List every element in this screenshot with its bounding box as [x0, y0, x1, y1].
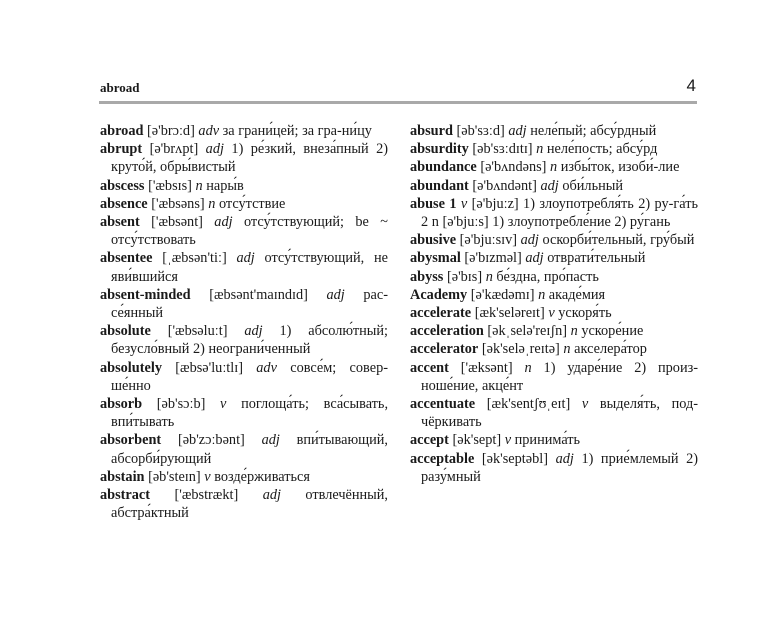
part-of-speech: n: [538, 286, 546, 303]
headword: abuse 1: [410, 195, 457, 212]
part-of-speech: v: [460, 195, 468, 212]
definition: отсу́тствие: [218, 195, 286, 212]
transcription: [ək'seləˌreɪtə]: [481, 341, 560, 358]
definition: 1) прие́млемый 2) разу́мный: [421, 450, 699, 485]
definition: отсу́тствующий; be ~ отсу́тствовать: [111, 214, 388, 249]
part-of-speech: n: [208, 195, 216, 212]
headword: absurdity: [410, 141, 469, 158]
part-of-speech: n: [536, 141, 544, 158]
dictionary-entry: [100, 140, 388, 176]
part-of-speech: adj: [236, 250, 255, 267]
dictionary-entry: [100, 468, 388, 486]
definition: отвлечённый, абстра́ктный: [111, 487, 388, 522]
transcription: [ə'brʌpt]: [149, 141, 199, 158]
definition: акаде́мия: [548, 286, 606, 303]
dictionary-entry: [100, 431, 388, 467]
part-of-speech: v: [220, 396, 227, 413]
definition: неле́пость; абсу́рд: [546, 141, 658, 158]
part-of-speech: n: [550, 159, 558, 176]
headword: abusive: [410, 232, 457, 249]
transcription: [əb'sɜːd]: [456, 123, 505, 139]
headword: absent: [100, 214, 140, 231]
part-of-speech: adv: [198, 123, 220, 139]
part-of-speech: adv: [256, 359, 277, 376]
headword: absurd: [410, 123, 453, 139]
headword: abroad: [100, 123, 144, 139]
headword: accentuate: [410, 396, 476, 413]
headword: absent-minded: [100, 286, 191, 303]
dictionary-entry: [410, 177, 698, 195]
part-of-speech: adj: [214, 214, 233, 231]
headword: absence: [100, 195, 148, 212]
dictionary-entry: [100, 122, 388, 140]
transcription: [æk'sentʃʊˌeɪt]: [486, 396, 571, 413]
part-of-speech: v: [548, 305, 555, 322]
headword: abstain: [100, 468, 145, 485]
transcription: [æbsə'luːtlɪ]: [175, 359, 243, 376]
right-column: [410, 122, 698, 486]
definition: [ə'bjuːz] 1) злоупотребля́ть 2) ру-га́ть 2 n [ə'bjuːs] 1) злоупотребле́ние 2) ру́гань: [421, 195, 698, 231]
transcription: [ə'bɪzməl]: [464, 250, 522, 267]
part-of-speech: adj: [326, 286, 345, 303]
headword: absentee: [100, 250, 153, 267]
definition: возде́рживаться: [214, 468, 310, 485]
headword: abyss: [410, 268, 444, 285]
transcription: [əb'sɜːdɪtɪ]: [472, 141, 533, 158]
headword: abundance: [410, 159, 477, 176]
dictionary-entry: [410, 304, 698, 322]
transcription: [ˌæbsən'tiː]: [162, 250, 227, 267]
headword: accelerator: [410, 341, 479, 358]
definition: поглоща́ть; вса́сывать, впи́тывать: [111, 396, 389, 431]
dictionary-entry: [410, 195, 698, 231]
headword: acceptable: [410, 450, 475, 467]
dictionary-entry: [100, 486, 388, 522]
headword: acceleration: [410, 323, 484, 340]
headword: abysmal: [410, 250, 461, 267]
definition: выделя́ть, под-чёркивать: [421, 396, 699, 431]
dictionary-entry: [410, 431, 698, 449]
dictionary-entry: [410, 450, 698, 486]
headword: absolutely: [100, 359, 162, 376]
transcription: ['æksənt]: [460, 359, 513, 376]
headword: Academy: [410, 286, 468, 303]
part-of-speech: adj: [244, 323, 263, 340]
transcription: [ək'septəbl]: [481, 450, 548, 467]
headword: abstract: [100, 487, 151, 504]
transcription: ['æbsəns]: [151, 195, 205, 212]
headword: abrupt: [100, 141, 143, 158]
headword: accelerate: [410, 305, 472, 322]
dictionary-entry: [410, 268, 698, 286]
transcription: [ək'sept]: [452, 432, 502, 449]
running-head: abroad: [100, 80, 140, 95]
dictionary-entry: [410, 140, 698, 158]
part-of-speech: n: [563, 341, 571, 358]
definition: нары́в: [206, 177, 244, 194]
dictionary-entry: [410, 359, 698, 395]
definition: впи́тывающий, абсорби́рующий: [111, 432, 389, 467]
transcription: [əb'steɪn]: [148, 468, 201, 485]
definition: отсу́тствующий, не яви́вшийся: [111, 250, 388, 285]
definition: принима́ть: [514, 432, 581, 449]
headword: absorb: [100, 396, 143, 413]
dictionary-entry: [100, 395, 388, 431]
dictionary-entry: [410, 231, 698, 249]
part-of-speech: n: [570, 323, 578, 340]
part-of-speech: adj: [508, 123, 527, 139]
headword: absorbent: [100, 432, 162, 449]
transcription: ['æbsɪs]: [148, 177, 192, 194]
page-number: 4: [686, 76, 696, 95]
headword: abundant: [410, 177, 469, 194]
dictionary-entry: [100, 286, 388, 322]
definition: ускоря́ть: [558, 305, 612, 322]
transcription: ['æbstrækt]: [174, 487, 239, 504]
dictionary-entry: [100, 322, 388, 358]
definition: неле́пый; абсу́рдный: [530, 123, 657, 139]
definition: ускоре́ние: [581, 323, 644, 340]
part-of-speech: adj: [540, 177, 559, 194]
transcription: [ə'bʌndəns]: [480, 159, 547, 176]
dictionary-entry: [410, 395, 698, 431]
definition: рас-се́янный: [111, 286, 389, 322]
transcription: [əkˌselə'reɪʃn]: [487, 323, 567, 340]
part-of-speech: adj: [261, 432, 280, 449]
headword: accept: [410, 432, 449, 449]
dictionary-entry: [100, 213, 388, 249]
dictionary-entry: [410, 340, 698, 358]
dictionary-entry: [100, 195, 388, 213]
transcription: [ə'bɪs]: [446, 268, 483, 285]
part-of-speech: v: [504, 432, 512, 449]
dictionary-entry: [410, 249, 698, 267]
part-of-speech: adj: [520, 232, 539, 249]
headword: abscess: [100, 177, 145, 194]
definition: оби́льный: [562, 177, 623, 194]
dictionary-entry: [100, 359, 388, 395]
part-of-speech: adj: [555, 450, 574, 467]
definition: акселера́тор: [574, 341, 647, 358]
part-of-speech: adj: [262, 487, 281, 504]
transcription: ['æbsəluːt]: [167, 323, 228, 340]
definition: оскорби́тельный, гру́бый: [542, 232, 695, 249]
part-of-speech: adj: [525, 250, 544, 267]
transcription: [ə'bʌndənt]: [472, 177, 537, 194]
dictionary-entry: [100, 249, 388, 285]
transcription: [ə'kædəmɪ]: [470, 286, 535, 303]
left-column: [100, 122, 388, 522]
definition: избы́ток, изоби́-лие: [560, 159, 680, 176]
part-of-speech: adj: [205, 141, 224, 158]
definition: 1) абсолю́тный; безусло́вный 2) неограни́ченный: [111, 323, 388, 358]
transcription: ['æbsənt]: [151, 214, 203, 231]
part-of-speech: n: [195, 177, 203, 194]
transcription: [æk'seləreɪt]: [474, 305, 545, 322]
definition: за грани́цей; за гра-ни́цу: [222, 123, 372, 139]
headword: accent: [410, 359, 449, 376]
header-rule: [99, 101, 697, 104]
transcription: [əb'zɔːbənt]: [177, 432, 245, 449]
definition: 1) ударе́ние 2) произ-ноше́ние, акце́нт: [421, 359, 699, 394]
dictionary-entry: [410, 286, 698, 304]
part-of-speech: n: [485, 268, 493, 285]
part-of-speech: v: [204, 468, 211, 485]
headword: absolute: [100, 323, 151, 340]
part-of-speech: v: [581, 396, 589, 413]
transcription: [ə'brɔːd]: [147, 123, 195, 139]
transcription: [æbsənt'maɪndɪd]: [209, 286, 308, 303]
dictionary-entry: [410, 122, 698, 140]
dictionary-entry: [410, 158, 698, 176]
part-of-speech: n: [524, 359, 532, 376]
transcription: [əb'sɔːb]: [156, 396, 206, 413]
transcription: [ə'bjuːsɪv]: [459, 232, 518, 249]
definition: 1) ре́зкий, внеза́пный 2) круто́й, обры́вистый: [111, 141, 389, 176]
definition: отврати́тельный: [547, 250, 646, 267]
definition: бе́здна, про́пасть: [496, 268, 599, 285]
definition: совсе́м; совер-ше́нно: [111, 359, 388, 394]
dictionary-entry: [100, 177, 388, 195]
dictionary-entry: [410, 322, 698, 340]
